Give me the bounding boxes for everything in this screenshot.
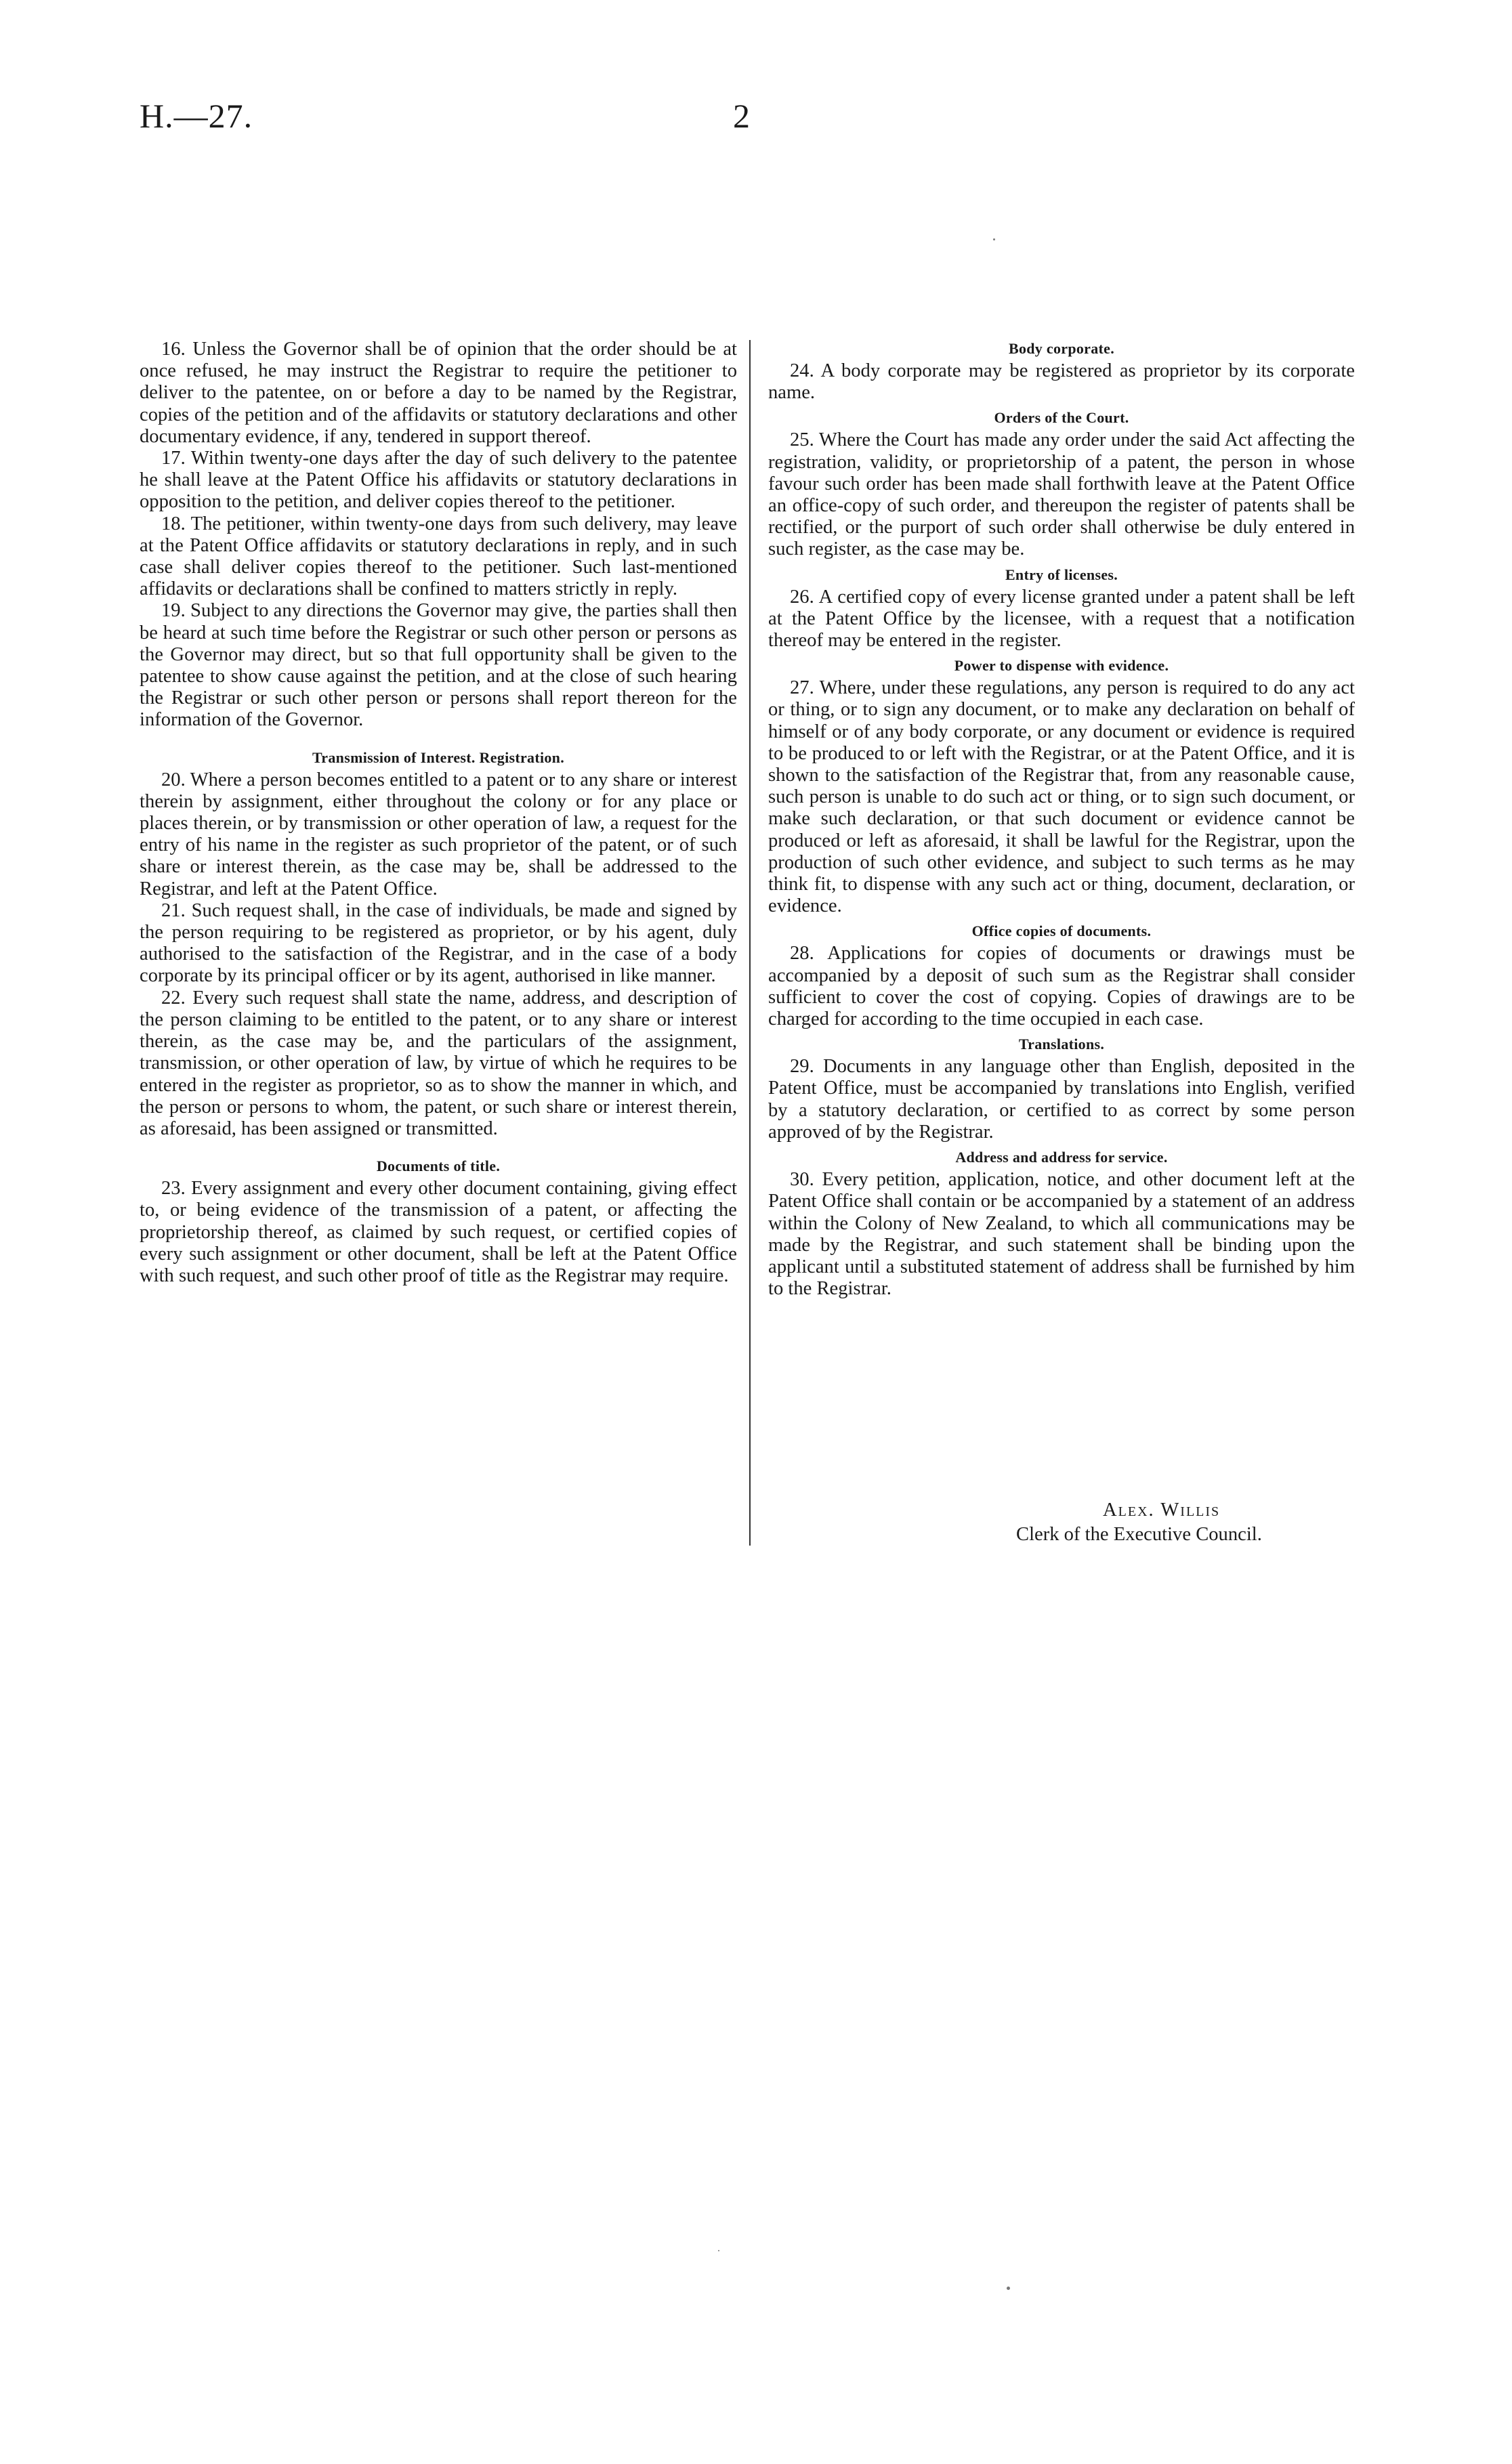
scan-speck <box>1007 2287 1010 2290</box>
heading-orders-of-the-court: Orders of the Court. <box>994 409 1129 427</box>
section-18: 18. The petitioner, within twenty-one days from such delivery, may leave at the Patent Office affidavits or statutory declarations in reply, and in such case shall deliver copies thereof to the petitioner. Such last-mentioned affidavits or declarations shall be confined to matters strictly in reply. <box>140 513 737 600</box>
heading-transmission-of-interest: Transmission of Interest. Registration. <box>312 748 565 766</box>
section-23: 23. Every assignment and every other document containing, giving effect to, or being evidence of the transmission of a patent, or affecting the proprietorship thereof, as claimed by such request, or certified copies of every such assignment or other document, shall be left at the Patent Office with such request, and such other proof of title as the Registrar may require. <box>140 1178 737 1286</box>
heading-documents-of-title: Documents of title. <box>376 1157 501 1175</box>
section-16: 16. Unless the Governor shall be of opinion that the order should be at once refused, he may instruct the Registrar to require the petitioner to deliver to the patentee, on or before a day to be named by the Registrar, copies of the petition and of the affidavits or statutory declarations and other documentary evidence, if any, tendered in support thereof. <box>140 339 737 447</box>
left-column <box>140 339 737 1287</box>
section-22: 22. Every such request shall state the name, address, and description of the person claiming to be entitled to the patent, or to any share or interest therein, as the case may be, and the particulars of the assignment, transmission, or other operation of law, by virtue of which he requires to be entered in the register as proprietor, so as to show the manner in which, and the person or persons to whom, the patent, or such share or interest therein, as aforesaid, has been assigned or transmitted. <box>140 987 737 1139</box>
section-20: 20. Where a person becomes entitled to a patent or to any share or interest therein by assignment, either throughout the colony or for any place or places therein, or by transmission or other operation of law, a request for the entry of his name in the register as such proprietor of the patent, or of such share or interest therein, as the case may be, shall be addressed to the Registrar, and left at the Patent Office. <box>140 769 737 899</box>
scan-speck <box>718 2250 719 2251</box>
right-column <box>768 339 1355 1300</box>
section-21: 21. Such request shall, in the case of individuals, be made and signed by the person requiring to be registered as proprietor, or by his agent, duly authorised to the satisfaction of the Registrar, and in the case of a body corporate by its principal officer or by its agent, authorised in like manner. <box>140 899 737 987</box>
section-28: 28. Applications for copies of documents or drawings must be accompanied by a deposit of such sum as the Registrar shall consider sufficient to cover the cost of copying. Copies of drawings are to be charged for according to the time occupied in each case. <box>768 943 1355 1030</box>
heading-address-for-service: Address and address for service. <box>955 1149 1168 1166</box>
heading-entry-of-licenses: Entry of licenses. <box>1005 566 1118 583</box>
heading-body-corporate: Body corporate. <box>1008 340 1115 357</box>
document-reference: H.—27. <box>140 97 253 135</box>
section-29: 29. Documents in any language other than English, deposited in the Patent Office, must be accompanied by translations into English, verified by a statutory declaration, or certified to as correct by some person approved of by the Registrar. <box>768 1056 1355 1143</box>
section-24: 24. A body corporate may be registered as proprietor by its corporate name. <box>768 360 1355 404</box>
section-19: 19. Subject to any directions the Governor may give, the parties shall then be heard at such time before the Registrar or such other person or persons as the Governor may direct, but so that full opportunity shall be given to the patentee to show cause against the petition, and at the close of such hearing the Registrar or such other person or persons shall report thereon for the information of the Governor. <box>140 600 737 731</box>
heading-translations: Translations. <box>1018 1036 1105 1053</box>
heading-office-copies: Office copies of documents. <box>971 922 1152 940</box>
column-divider <box>749 340 751 1546</box>
section-30: 30. Every petition, application, notice, and other document left at the Patent Office shall contain or be accompanied by a statement of an address within the Colony of New Zealand, to which all communications may be made by the Registrar, and such statement shall be binding upon the applicant until a substituted statement of address shall be furnished by him to the Registrar. <box>768 1169 1355 1300</box>
page-number: 2 <box>733 97 750 135</box>
section-25: 25. Where the Court has made any order under the said Act affecting the registration, validity, or proprietorship of a patent, the person in whose favour such order has been made shall forthwith leave at the Patent Office an office-copy of such order, and thereupon the register of patents shall be rectified, or the purport of such order shall otherwise be duly entered in such register, as the case may be. <box>768 429 1355 560</box>
scan-speck <box>993 238 995 240</box>
signatory-title: Clerk of the Executive Council. <box>1016 1524 1262 1545</box>
section-27: 27. Where, under these regulations, any person is required to do any act or thing, or to sign any document, or to make any declaration on behalf of himself or of any body corporate, or any document or evidence is required to be produced to or left with the Registrar, or at the Patent Office, and it is shown to the satisfaction of the Registrar that, from any reasonable cause, such person is unable to do such act or thing, or to sign such document, or make such declaration, or that such document or evidence cannot be produced or left as aforesaid, it shall be lawful for the Registrar, upon the production of such other evidence, and subject to such terms as he may think fit, to dispense with any such act or thing, document, declaration, or evidence. <box>768 677 1355 917</box>
signatory-name: Alex. Willis <box>1103 1500 1221 1521</box>
heading-power-to-dispense: Power to dispense with evidence. <box>954 657 1169 675</box>
section-26: 26. A certified copy of every license granted under a patent shall be left at the Patent Office by the licensee, with a request that a notification thereof may be entered in the register. <box>768 586 1355 652</box>
section-17: 17. Within twenty-one days after the day of such delivery to the patentee he shall leave at the Patent Office his affidavits or statutory declarations in opposition to the petition, and deliver copies thereof to the petitioner. <box>140 448 737 513</box>
